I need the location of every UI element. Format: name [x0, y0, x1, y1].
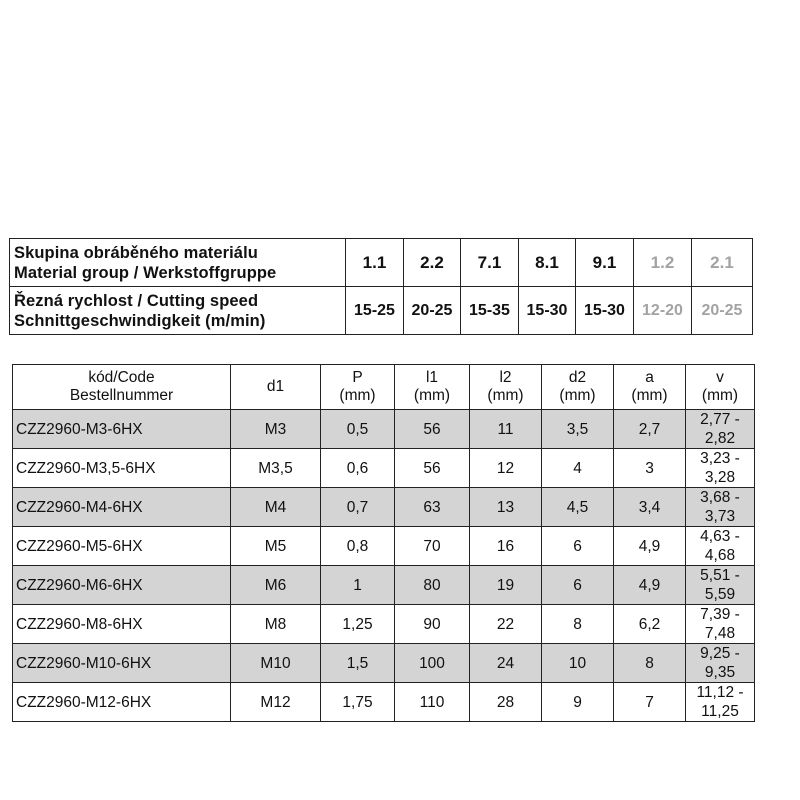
cell-l2: 11	[470, 410, 542, 449]
cutting-speed-cell: 15-35	[461, 287, 519, 335]
cell-a: 7	[614, 683, 686, 722]
cell-l1: 80	[395, 566, 470, 605]
cutting-speed-cell: 15-30	[519, 287, 576, 335]
cell-p: 1,25	[321, 605, 395, 644]
cutting-speed-cell: 20-25	[404, 287, 461, 335]
cell-v: 3,68 - 3,73	[686, 488, 755, 527]
cell-l2: 12	[470, 449, 542, 488]
cell-code: CZZ2960-M3-6HX	[13, 410, 231, 449]
cell-l1: 56	[395, 449, 470, 488]
cell-p: 0,5	[321, 410, 395, 449]
column-header-l2-symbol: l2	[499, 369, 512, 386]
cell-l1: 56	[395, 410, 470, 449]
cell-v: 3,23 - 3,28	[686, 449, 755, 488]
table-header-row	[13, 365, 755, 410]
material-group-header-en-de: Material group / Werkstoffgruppe	[14, 263, 277, 282]
cell-code: CZZ2960-M3,5-6HX	[13, 449, 231, 488]
cell-l2: 19	[470, 566, 542, 605]
cell-d1: M10	[231, 644, 321, 683]
column-header-l1-symbol: l1	[425, 369, 439, 386]
cell-d2: 4,5	[542, 488, 614, 527]
cutting-speed-row	[10, 287, 753, 335]
cell-d1: M12	[231, 683, 321, 722]
column-header-code	[13, 365, 231, 410]
cell-d1: M3,5	[231, 449, 321, 488]
material-group-header	[10, 239, 346, 287]
column-header-a-unit: (mm)	[631, 387, 668, 404]
column-header-d2	[542, 365, 614, 410]
table-row	[13, 605, 755, 644]
cell-a: 6,2	[614, 605, 686, 644]
cell-d2: 6	[542, 566, 614, 605]
cell-a: 8	[614, 644, 686, 683]
cell-l2: 24	[470, 644, 542, 683]
table-row	[13, 566, 755, 605]
column-header-l2	[470, 365, 542, 410]
material-group-cell: 8.1	[519, 239, 576, 287]
cell-p: 0,8	[321, 527, 395, 566]
column-header-v-unit: (mm)	[701, 387, 739, 404]
cell-d1: M5	[231, 527, 321, 566]
cell-l2: 28	[470, 683, 542, 722]
column-header-a-symbol: a	[645, 369, 654, 386]
cutting-speed-cell-muted: 12-20	[634, 287, 692, 335]
column-header-p-unit: (mm)	[339, 387, 376, 404]
cell-code: CZZ2960-M12-6HX	[13, 683, 231, 722]
cell-l1: 100	[395, 644, 470, 683]
cell-p: 1,5	[321, 644, 395, 683]
cell-code: CZZ2960-M4-6HX	[13, 488, 231, 527]
material-group-cell: 9.1	[576, 239, 634, 287]
column-header-l1-unit: (mm)	[413, 387, 451, 404]
product-dimension-table	[12, 364, 755, 722]
cell-a: 3,4	[614, 488, 686, 527]
table-row	[13, 488, 755, 527]
column-header-d1: d1	[231, 365, 321, 410]
column-header-l1	[395, 365, 470, 410]
cutting-speed-header-de: Schnittgeschwindigkeit (m/min)	[14, 311, 266, 330]
cell-l1: 110	[395, 683, 470, 722]
cell-l1: 90	[395, 605, 470, 644]
material-group-table	[9, 238, 753, 335]
cell-d1: M3	[231, 410, 321, 449]
column-header-l2-unit: (mm)	[487, 387, 524, 404]
material-group-cell-muted: 2.1	[692, 239, 753, 287]
cell-d2: 10	[542, 644, 614, 683]
column-header-p-symbol: P	[352, 369, 363, 386]
cell-a: 2,7	[614, 410, 686, 449]
cell-d2: 6	[542, 527, 614, 566]
column-header-a	[614, 365, 686, 410]
table-row	[13, 683, 755, 722]
material-group-cell-muted: 1.2	[634, 239, 692, 287]
cell-d2: 8	[542, 605, 614, 644]
cell-l2: 13	[470, 488, 542, 527]
cutting-speed-cell-muted: 20-25	[692, 287, 753, 335]
table-row	[13, 644, 755, 683]
cell-a: 4,9	[614, 566, 686, 605]
column-header-v	[686, 365, 755, 410]
table-row	[13, 449, 755, 488]
material-group-cell: 1.1	[346, 239, 404, 287]
table-row	[13, 527, 755, 566]
cell-d2: 9	[542, 683, 614, 722]
material-group-header-cs: Skupina obráběného materiálu	[14, 243, 258, 262]
cell-code: CZZ2960-M10-6HX	[13, 644, 231, 683]
column-header-p	[321, 365, 395, 410]
cell-code: CZZ2960-M6-6HX	[13, 566, 231, 605]
cell-p: 1	[321, 566, 395, 605]
cell-p: 1,75	[321, 683, 395, 722]
cell-l2: 16	[470, 527, 542, 566]
table-row	[13, 410, 755, 449]
column-header-d2-unit: (mm)	[559, 387, 596, 404]
cell-a: 4,9	[614, 527, 686, 566]
cell-d1: M6	[231, 566, 321, 605]
cutting-speed-cell: 15-25	[346, 287, 404, 335]
cell-d2: 4	[542, 449, 614, 488]
column-header-v-symbol: v	[716, 369, 724, 386]
cell-d1: M4	[231, 488, 321, 527]
cell-p: 0,7	[321, 488, 395, 527]
cell-l1: 63	[395, 488, 470, 527]
cell-v: 4,63 - 4,68	[686, 527, 755, 566]
cell-code: CZZ2960-M8-6HX	[13, 605, 231, 644]
cell-v: 9,25 - 9,35	[686, 644, 755, 683]
cell-v: 11,12 - 11,25	[686, 683, 755, 722]
cell-code: CZZ2960-M5-6HX	[13, 527, 231, 566]
cell-v: 5,51 - 5,59	[686, 566, 755, 605]
cell-d2: 3,5	[542, 410, 614, 449]
column-header-code-line2: Bestellnummer	[69, 387, 174, 404]
material-group-row	[10, 239, 753, 287]
cell-l1: 70	[395, 527, 470, 566]
cutting-speed-cell: 15-30	[576, 287, 634, 335]
cell-v: 7,39 - 7,48	[686, 605, 755, 644]
cell-v: 2,77 - 2,82	[686, 410, 755, 449]
cell-l2: 22	[470, 605, 542, 644]
material-group-cell: 7.1	[461, 239, 519, 287]
cell-d1: M8	[231, 605, 321, 644]
material-group-cell: 2.2	[404, 239, 461, 287]
cutting-speed-header	[10, 287, 346, 335]
column-header-d2-symbol: d2	[568, 369, 587, 386]
cell-p: 0,6	[321, 449, 395, 488]
cutting-speed-header-cs-en: Řezná rychlost / Cutting speed	[14, 291, 259, 310]
cell-a: 3	[614, 449, 686, 488]
column-header-code-line1: kód/Code	[88, 369, 155, 386]
